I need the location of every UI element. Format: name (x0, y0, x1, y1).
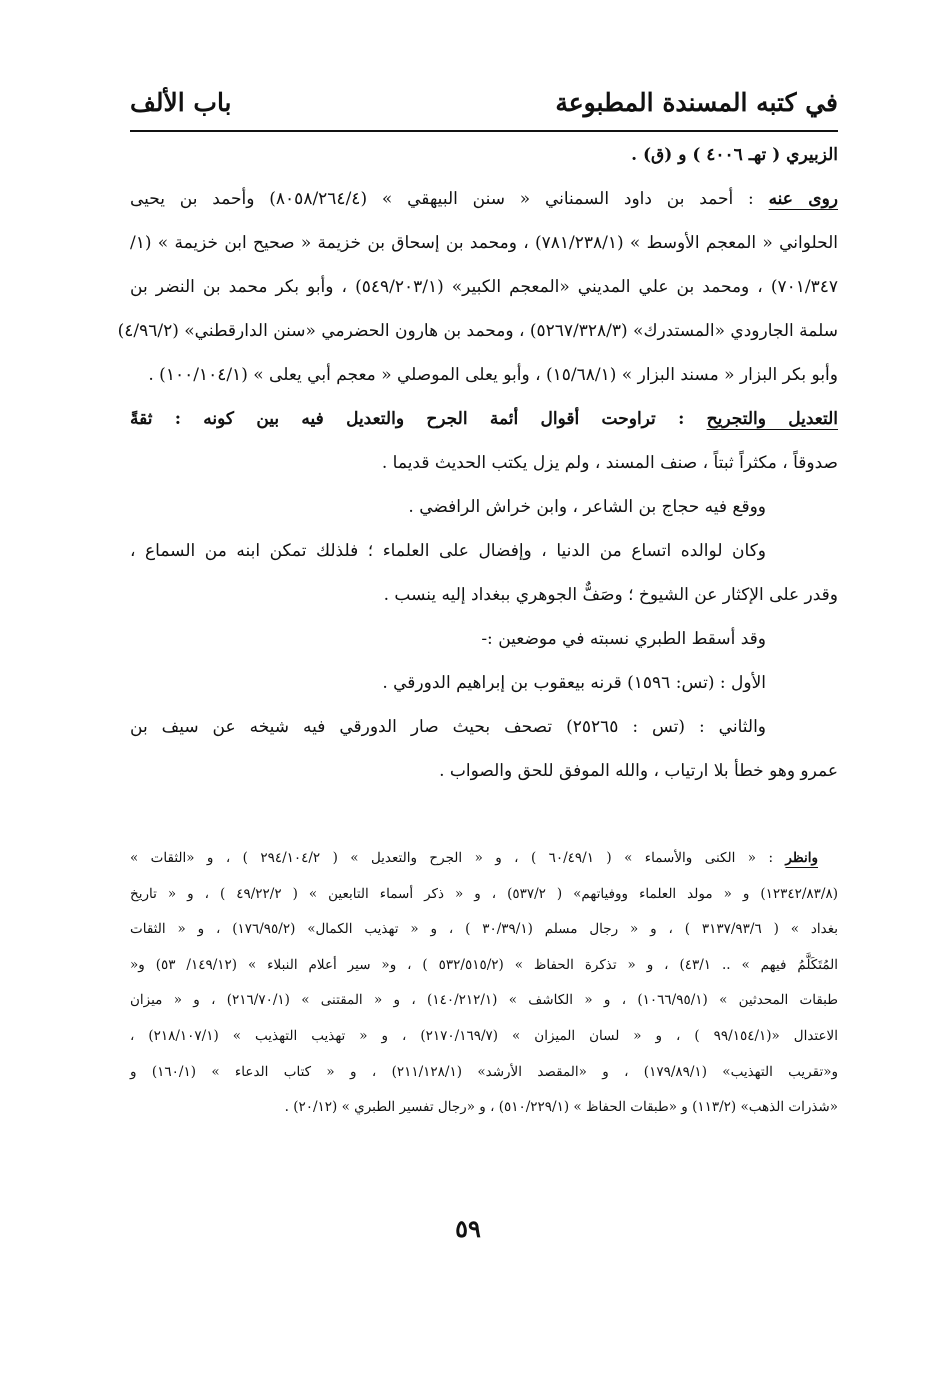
narrators-line (130, 187, 838, 231)
references-heading: وانظر (785, 850, 818, 866)
paragraph-line: عمرو وهو خطأ بلا ارتياب ، والله الموفق للحق والصواب . (439, 761, 838, 781)
reference-line: و«تقريب التهذيب» (١٧٩/٨٩/١) ، و «المقصد الأرشد» (٢١١/١٢٨/١) ، و « كتاب الدعاء » (١٦٠/١) و (130, 1063, 839, 1080)
references-footnote (130, 848, 838, 1133)
book-title: في كتبه المسندة المطبوعة (555, 88, 838, 117)
narrators-line: سلمة الجارودي «المستدرك» (٥٢٦٧/٣٢٨/٣) ، ومحمد بن هارون الحضرمي «سنن الدارقطني» (٤/٩٦/٢) (117, 321, 838, 341)
reference-line: «شذرات الذهب» (١١٣/٢) و «طبقات الحفاظ » (٥١٠/٢٢٩/١) ، و «رجال تفسير الطبري » (٢٠/١٢) . (284, 1099, 838, 1116)
entry-line: الزبيري ( تهـ ٤٠٠٦ ) و (ق) . (631, 145, 838, 165)
grading-heading: التعديل والتجريح (706, 409, 839, 429)
paragraph-line: وكان لوالده اتساع من الدنيا ، وإفضال على العلماء ؛ فلذلك تمكن ابنه من السماع ، (130, 541, 766, 561)
reference-line: بغداد » ( ٣١٣٧/٩٣/٦ ) ، و « رجال مسلم (٣٠/٣٩/١ ) ، و « تهذيب الكمال» (١٧٦/٩٥/٢) ، و « الثقات (130, 921, 838, 938)
paragraph-line: والثاني : (تس : ٢٥٢٦٥) تصحف بحيث صار الدورقي فيه شيخه عن سيف بن (130, 717, 767, 737)
running-header (130, 82, 838, 132)
reference-line: الاعتدال «(٩٩/١٥٤/١ ) ، و « لسان الميزان » (٢١٧٠/١٦٩/٧) ، و « تهذيب التهذيب » (٢١٨/١٠٧/١) ، (130, 1027, 839, 1044)
reference-line: المُتَكَلَّمُ فيهم » .. ٤٣/١) ، و « تذكرة الحفاظ » (٥٣٢/٥١٥/٢ ) ، و« سير أعلام النبلاء » (١٤٩/١٢/ ٥٣) و« (130, 956, 838, 973)
paragraph-line: وقدر على الإكثار عن الشيوخ ؛ وصَفٌّ الجوهري ببغداد إليه ينسب . (383, 585, 838, 605)
page-number: ٥٩ (455, 1214, 481, 1243)
narrators-heading: روى عنه (768, 189, 838, 209)
narrators-line: ٧٠١/٣٤٧) ، ومحمد بن علي المديني «المعجم الكبير» (٥٤٩/٢٠٣/١) ، وأبو بكر محمد بن النضر بن (130, 277, 838, 297)
chapter-title: باب الألف (130, 88, 232, 117)
main-text (117, 143, 839, 803)
paragraph-line: الأول : (تس: ١٥٩٦) قرنه بيعقوب بن إبراهيم الدورقي . (382, 673, 766, 693)
grading-line (130, 407, 838, 451)
reference-text: : « الكنى والأسماء » ( ٦٠/٤٩/١ ) ، و « الجرح والتعديل » ( ٢٩٤/١٠٤/٢ ) ، و «الثقات » (130, 850, 786, 866)
grading-line: صدوقاً ، مكثراً ثبتاً ، صنف المسند ، ولم يزل يكتب الحديث قديما . (381, 453, 838, 473)
narrators-text: : أحمد بن داود السمناني « سنن البيهقي » (٨٠٥٨/٢٦٤/٤) وأحمد بن يحيى (130, 189, 769, 209)
narrators-line: وأبو بكر البزار « مسند البزار » (١٥/٦٨/١) ، وأبو يعلى الموصلي « معجم أبي يعلى » (١٠٠/١٠٤/١) . (148, 365, 838, 385)
reference-line (130, 848, 838, 884)
reference-line: (١٢٣٤٢/٨٣/٨) و « مولد العلماء ووفياتهم» ( ٥٣٧/٢) ، و « ذكر أسماء التابعين » ( ٤٩/٢٢/٢ ) ، و « تاريخ (130, 885, 838, 902)
grading-text: : تراوحت أقوال أئمة الجرح والتعديل فيه بين كونه : ثقةً (130, 409, 707, 429)
paragraph-line: ووقع فيه حجاج بن الشاعر ، وابن خراش الرافضي . (408, 497, 766, 517)
reference-line: طبقات المحدثين » (١٠٦٦/٩٥/١) ، و « الكاشف » (١٤٠/٢١٢/١) ، و « المقتنى » (٢١٦/٧٠/١) ، و « ميزان (130, 992, 838, 1009)
paragraph-line: وقد أسقط الطبري نسبته في موضعين :- (481, 629, 766, 649)
narrators-line: الحلواني « المعجم الأوسط » (٧٨١/٢٣٨/١) ، ومحمد بن إسحاق بن خزيمة « صحيح ابن خزيمة » (١/ (130, 233, 838, 253)
